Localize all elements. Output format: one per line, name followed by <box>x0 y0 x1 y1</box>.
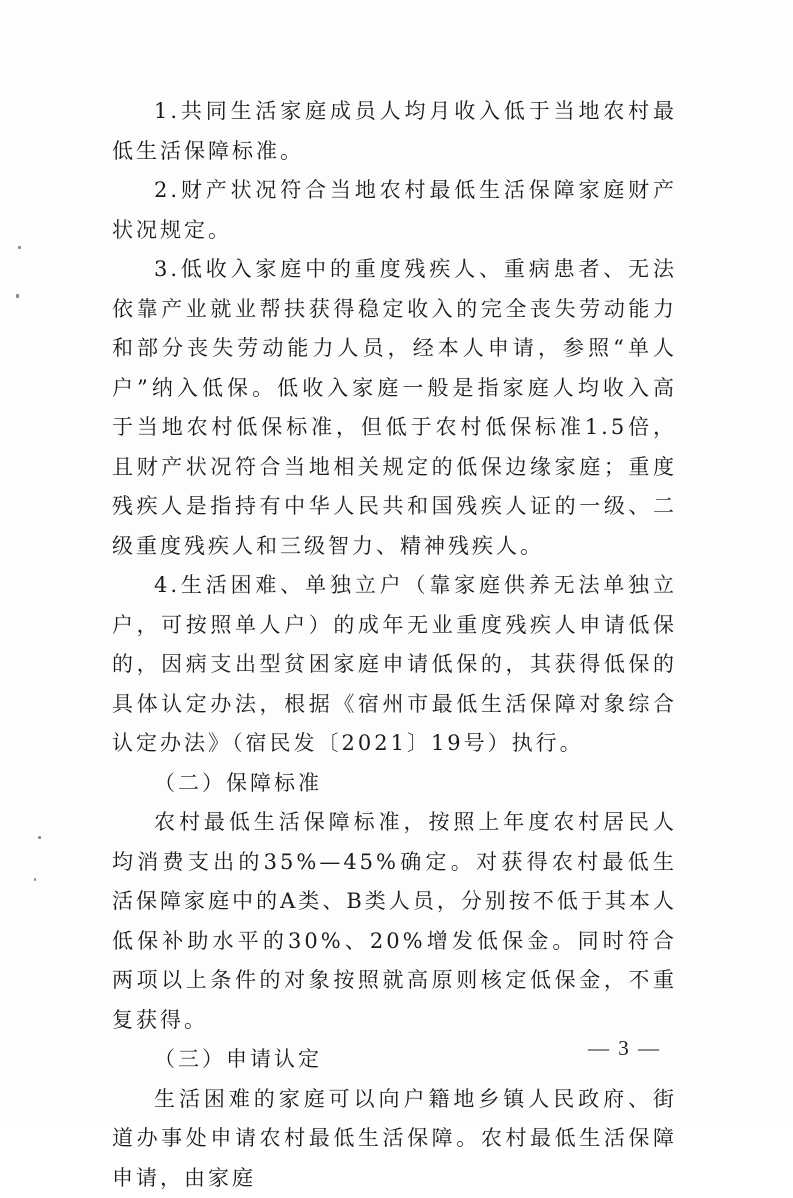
section-heading-application: （三）申请认定 <box>112 1040 677 1080</box>
section-heading-guarantee-standard: （二）保障标准 <box>112 764 677 804</box>
paragraph-item-3: 3.低收入家庭中的重度残疾人、重病患者、无法依靠产业就业帮扶获得稳定收入的完全丧失劳动能力和部分丧失劳动能力人员，经本人申请，参照“单人户”纳入低保。低收入家庭一般是指家庭人均收入高于当地农村低保标准，但低于农村低保标准1.5倍，且财产状况符合当地相关规定的低保边缘家庭；重度残疾人是指持有中华人民共和国残疾人证的一级、二级重度残疾人和三级智力、精神残疾人。 <box>112 250 677 566</box>
scan-speck <box>18 246 21 249</box>
paragraph-application: 生活困难的家庭可以向户籍地乡镇人民政府、街道办事处申请农村最低生活保障。农村最低生活保障申请，由家庭 <box>112 1080 677 1198</box>
paragraph-item-2: 2.财产状况符合当地农村最低生活保障家庭财产状况规定。 <box>112 171 677 250</box>
scan-speck <box>34 878 36 881</box>
paragraph-item-1: 1.共同生活家庭成员人均月收入低于当地农村最低生活保障标准。 <box>112 92 677 171</box>
paragraph-guarantee-standard: 农村最低生活保障标准，按照上年度农村居民人均消费支出的35%—45%确定。对获得农村最低生活保障家庭中的A类、B类人员，分别按不低于其本人低保补助水平的30%、20%增发低保金。同时符合两项以上条件的对象按照就高原则核定低保金，不重复获得。 <box>112 803 677 1040</box>
document-body <box>112 92 677 1198</box>
page-number: — 3 — <box>588 1036 661 1061</box>
scan-speck <box>38 836 41 839</box>
paragraph-item-4: 4.生活困难、单独立户（靠家庭供养无法单独立户，可按照单人户）的成年无业重度残疾人申请低保的，因病支出型贫困家庭申请低保的，其获得低保的具体认定办法，根据《宿州市最低生活保障对象综合认定办法》（宿民发〔2021〕19号）执行。 <box>112 566 677 764</box>
scan-speck <box>16 294 19 298</box>
